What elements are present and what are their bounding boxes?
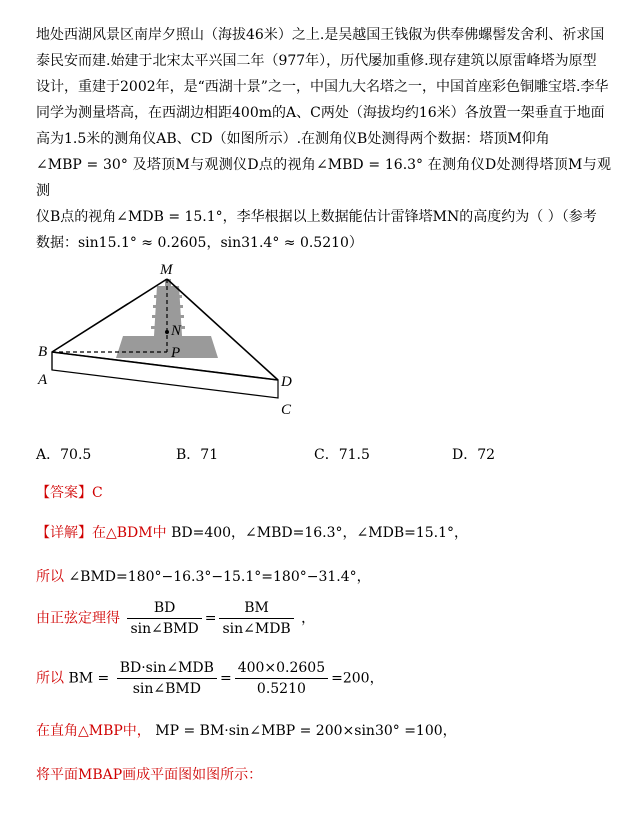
option-letter: D． xyxy=(452,447,478,463)
denominator: sin∠BMD xyxy=(130,621,199,637)
answer-label: 【答案】 xyxy=(36,485,92,501)
label-d: D xyxy=(281,374,292,390)
option-value: 71.5 xyxy=(338,447,370,463)
equals-sign: = xyxy=(219,670,232,687)
solution-text: 所以 xyxy=(36,569,64,585)
problem-line: 高为1.5米的测角仪AB、CD（如图所示）.在测角仪B处测得两个数据：塔顶M仰角 xyxy=(36,131,550,147)
problem-line: 设计，重建于2002年，是“西湖十景”之一，中国九大名塔之一，中国首座彩色铜雕宝塔.李华 xyxy=(36,79,609,95)
label-a: A xyxy=(38,372,48,388)
option-d[interactable] xyxy=(452,444,495,464)
pagoda-base xyxy=(116,336,218,358)
problem-line: ∠MBP = 30° 及塔顶M与观测仪D点的视角∠MBD = 16.3° 在测角仪D处测得塔顶M与观测 xyxy=(36,157,611,199)
answer-line xyxy=(36,482,103,502)
denominator: sin∠BMD xyxy=(132,681,201,697)
solution-text: 在直角△MBP中， xyxy=(36,723,151,739)
problem-line: 同学为测量塔高，在西湖边相距400m的A、C两处（海拔均约16米）各放置一架垂直于地面 xyxy=(36,105,605,121)
option-value: 71 xyxy=(200,447,219,463)
equals-sign: = xyxy=(204,610,217,627)
solution-math: =200， xyxy=(331,670,384,687)
option-a[interactable] xyxy=(36,444,91,464)
numerator: BD xyxy=(127,600,201,619)
problem-line: 仪B点的视角∠MDB = 15.1°，李华根据以上数据能估计雷锋塔MN的高度约为（ ）（参考 xyxy=(36,209,597,225)
problem-text xyxy=(36,22,611,256)
pagoda-eave xyxy=(154,295,182,298)
option-value: 70.5 xyxy=(60,447,92,463)
solution-text: 所以 xyxy=(36,670,64,687)
solution-line-1 xyxy=(36,522,468,542)
tower-diagram xyxy=(38,262,308,418)
problem-line: 数据：sin15.1° ≈ 0.2605，sin31.4° ≈ 0.5210） xyxy=(36,235,363,251)
solution-line-6 xyxy=(36,764,262,784)
numerator: 400×0.2605 xyxy=(235,660,328,679)
tower-figure xyxy=(38,262,308,418)
option-letter: A． xyxy=(36,447,61,463)
solution-math: ∠BMD=180°−16.3°−15.1°=180°−31.4°， xyxy=(68,569,371,585)
line-md xyxy=(167,279,278,380)
option-b[interactable] xyxy=(176,444,218,464)
pagoda-eave xyxy=(153,305,183,308)
problem-line: 地处西湖风景区南岸夕照山（海拔46米）之上.是吴越国王钱俶为供奉佛螺髻发舍利、祈求国 xyxy=(36,27,605,43)
solution-line-4 xyxy=(36,660,384,697)
solution-text: 由正弦定理得 xyxy=(36,610,120,627)
point-n xyxy=(165,330,169,334)
fraction xyxy=(117,660,217,697)
label-n: N xyxy=(171,323,182,339)
option-value: 72 xyxy=(477,447,496,463)
solution-text: 在△BDM中 xyxy=(92,525,167,541)
detail-label: 【详解】 xyxy=(36,525,92,541)
solution-line-5 xyxy=(36,720,457,740)
fraction xyxy=(235,660,328,697)
solution-line-2 xyxy=(36,566,371,586)
solution-math: BD=400，∠MBD=16.3°，∠MDB=15.1°， xyxy=(171,525,469,541)
pagoda-eave xyxy=(152,315,184,318)
fraction xyxy=(219,600,293,637)
denominator: 0.5210 xyxy=(256,681,306,697)
solution-math: MP = BM·sin∠MBP = 200×sin30° =100， xyxy=(155,723,457,739)
label-b: B xyxy=(38,344,48,360)
label-c: C xyxy=(281,402,292,418)
label-p: P xyxy=(171,345,181,361)
problem-line: 泰民安而建.始建于北宋太平兴国二年（977年），历代屡加重修.现存建筑以原雷峰塔为原型 xyxy=(36,53,597,69)
denominator: sin∠MDB xyxy=(222,621,291,637)
option-c[interactable] xyxy=(314,444,370,464)
solution-math: BM = xyxy=(68,670,110,687)
label-m: M xyxy=(160,262,173,278)
option-letter: C． xyxy=(314,447,339,463)
answer-value: C xyxy=(92,485,103,501)
solution-line-3 xyxy=(36,600,315,637)
solution-text: 将平面MBAP画成平面图如图所示： xyxy=(36,767,263,783)
solution-punct: ， xyxy=(301,610,316,627)
option-letter: B． xyxy=(176,447,201,463)
numerator: BM xyxy=(219,600,293,619)
numerator: BD·sin∠MDB xyxy=(117,660,217,679)
fraction xyxy=(127,600,201,637)
